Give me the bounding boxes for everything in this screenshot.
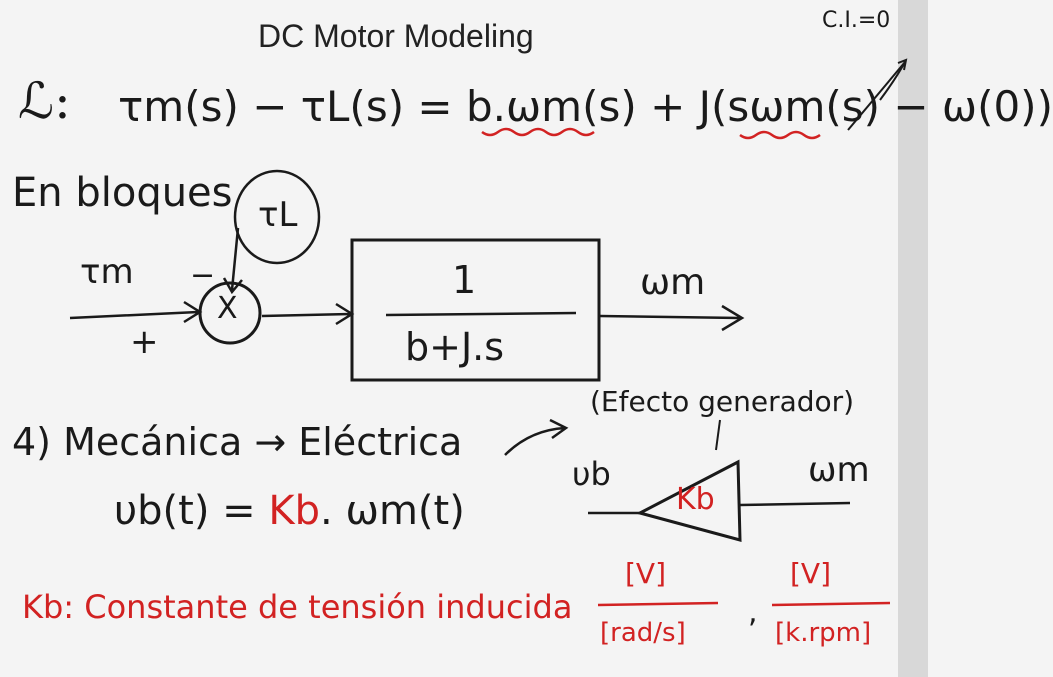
laplace-equation: τm(s) − τL(s) = b.ωm(s) + J(sωm(s) − ω(0)) (118, 82, 1053, 131)
output-label: ωm (640, 262, 706, 303)
generator-equation (114, 488, 465, 534)
motor-torque-label: τm (80, 252, 134, 292)
load-torque-label: τL (258, 195, 298, 235)
output-arrow (600, 306, 742, 330)
initial-conditions: C.I.=0 (822, 8, 891, 33)
curved-arrow (505, 420, 566, 455)
unit2-denominator: [k.rpm] (775, 618, 872, 648)
unit-separator: , (748, 595, 758, 630)
input-arrow (70, 302, 200, 322)
sum-to-block-arrow (262, 304, 352, 324)
kb-definition: Kb: Constante de tensión inducida (22, 588, 573, 626)
equation-gain: Kb (268, 488, 321, 534)
unit2-bar (772, 603, 890, 605)
generator-heading: 4) Mecánica → Eléctrica (12, 420, 463, 464)
gain-block-label: Kb (676, 482, 715, 517)
unit1-numerator: [V] (625, 557, 667, 590)
fraction-bar (386, 313, 576, 315)
wavy-underline-2 (740, 132, 820, 138)
unit1-denominator: [rad/s] (600, 618, 686, 648)
gain-output-label: υb (572, 455, 611, 493)
summing-symbol: X (217, 291, 238, 326)
minus-sign: − (190, 258, 216, 293)
transfer-denominator: b+J.s (405, 325, 505, 369)
laplace-symbol: ℒ: (18, 72, 71, 130)
unit1-bar (598, 603, 718, 605)
plus-sign: + (130, 322, 159, 362)
transfer-numerator: 1 (452, 258, 477, 302)
gain-input (740, 503, 850, 505)
generator-note: (Efecto generador) (590, 385, 855, 418)
page-title: DC Motor Modeling (258, 18, 534, 54)
unit2-numerator: [V] (790, 557, 832, 590)
gain-input-label: ωm (808, 450, 870, 490)
block-heading: En bloques (12, 170, 233, 216)
equation-rhs: . ωm(t) (320, 488, 465, 534)
efecto-pointer (716, 420, 720, 450)
equation-lhs: υb(t) = (114, 488, 256, 534)
